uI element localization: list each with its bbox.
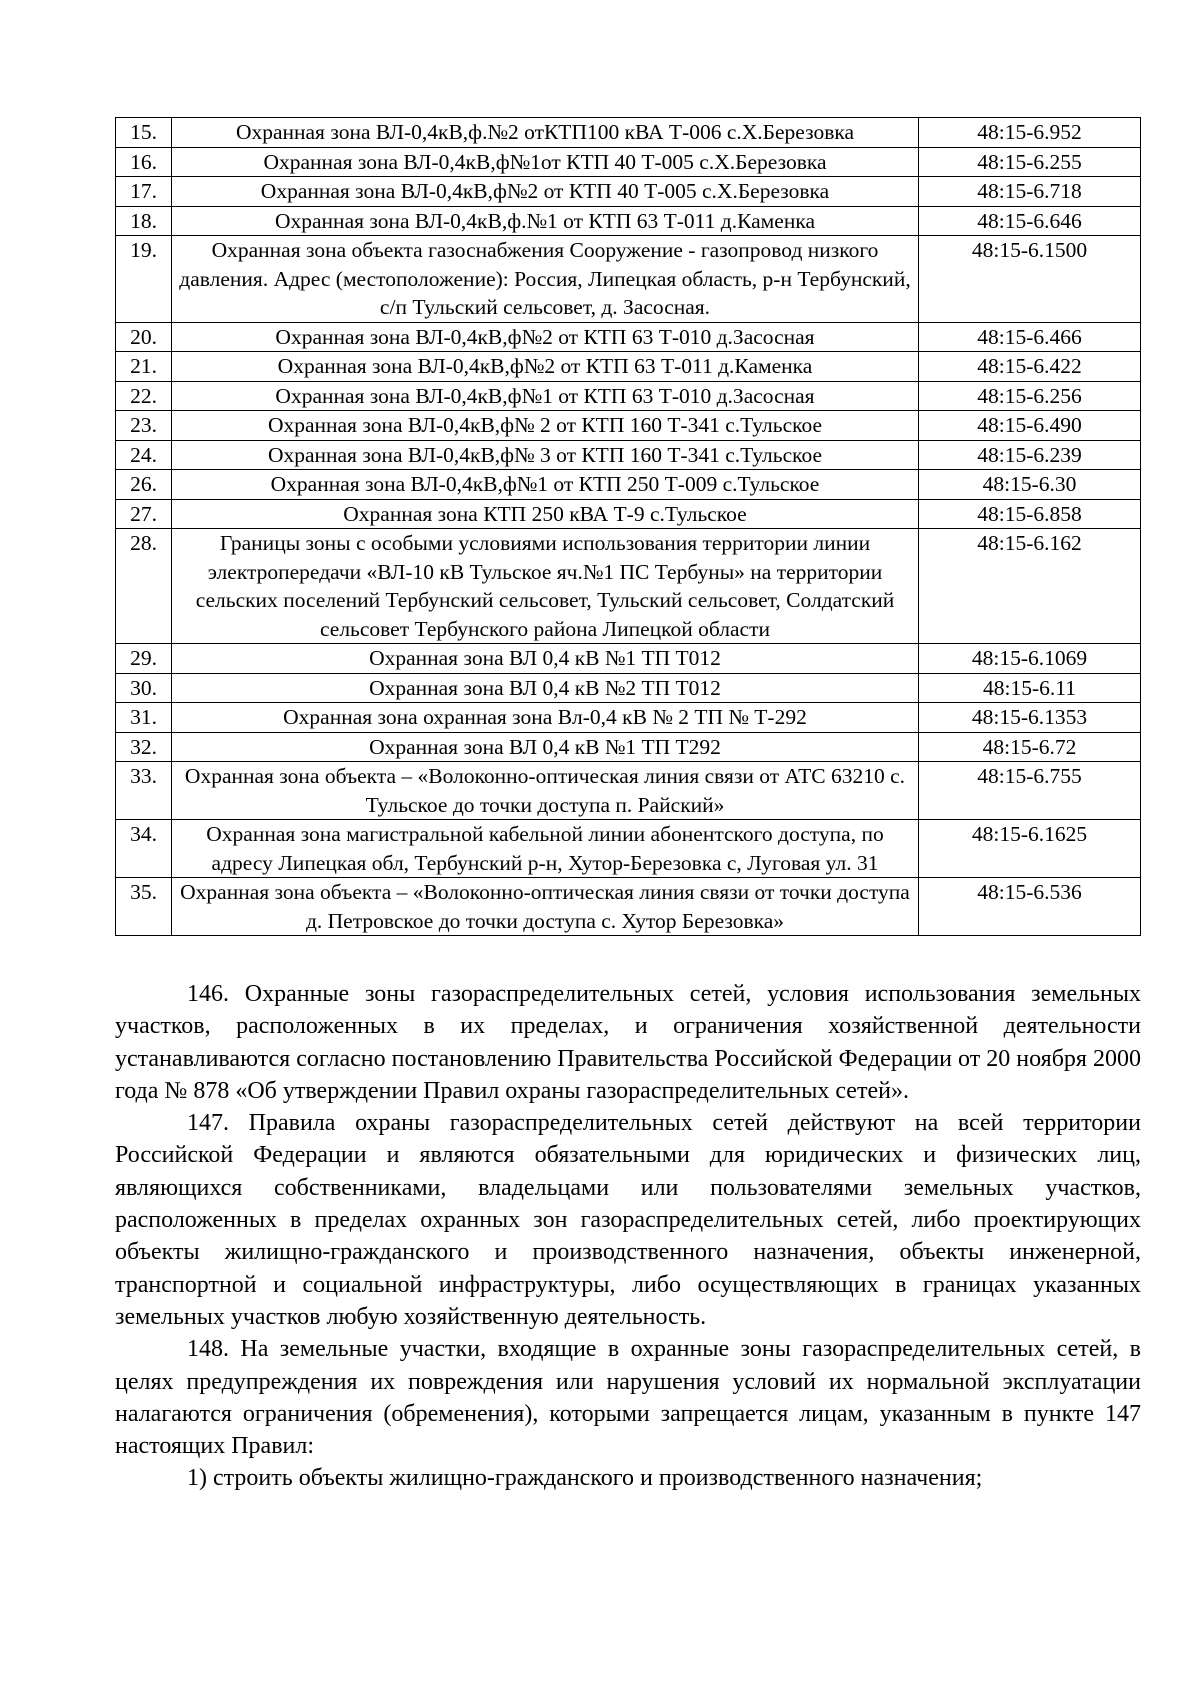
zone-name: Охранная зона ВЛ-0,4кВ,ф.№2 отКТП100 кВА Т-006 с.Х.Березовка	[172, 118, 919, 148]
row-number: 16.	[116, 147, 172, 177]
registry-number: 48:15-6.255	[919, 147, 1141, 177]
registry-number: 48:15-6.256	[919, 381, 1141, 411]
registry-number: 48:15-6.858	[919, 499, 1141, 529]
table-row	[116, 820, 1141, 878]
row-number: 30.	[116, 673, 172, 703]
zone-name: Охранная зона ВЛ 0,4 кВ №1 ТП Т292	[172, 732, 919, 762]
table-row	[116, 147, 1141, 177]
zone-name: Охранная зона ВЛ-0,4кВ,ф№2 от КТП 63 Т-010 д.Засосная	[172, 322, 919, 352]
row-number: 29.	[116, 644, 172, 674]
registry-number: 48:15-6.1625	[919, 820, 1141, 878]
table-row	[116, 732, 1141, 762]
table-row	[116, 206, 1141, 236]
table-row	[116, 177, 1141, 207]
registry-number: 48:15-6.952	[919, 118, 1141, 148]
row-number: 34.	[116, 820, 172, 878]
registry-number: 48:15-6.718	[919, 177, 1141, 207]
registry-number: 48:15-6.1069	[919, 644, 1141, 674]
protection-zones-table	[115, 117, 1141, 936]
zone-name: Охранная зона ВЛ-0,4кВ,ф.№1 от КТП 63 Т-011 д.Каменка	[172, 206, 919, 236]
registry-number: 48:15-6.1500	[919, 236, 1141, 323]
zone-name: Охранная зона ВЛ-0,4кВ,ф№2 от КТП 63 Т-011 д.Каменка	[172, 352, 919, 382]
zone-name: Охранная зона ВЛ-0,4кВ,ф№1 от КТП 250 Т-009 с.Тульское	[172, 470, 919, 500]
row-number: 21.	[116, 352, 172, 382]
paragraph-item-1: 1) строить объекты жилищно-гражданского и производственного назначения;	[187, 1465, 983, 1492]
table-row	[116, 673, 1141, 703]
table-row	[116, 703, 1141, 733]
zone-name: Охранная зона ВЛ 0,4 кВ №1 ТП Т012	[172, 644, 919, 674]
registry-number: 48:15-6.536	[919, 878, 1141, 936]
row-number: 22.	[116, 381, 172, 411]
zone-name: Охранная зона ВЛ-0,4кВ,ф№ 2 от КТП 160 Т-341 с.Тульское	[172, 411, 919, 441]
registry-number: 48:15-6.11	[919, 673, 1141, 703]
row-number: 17.	[116, 177, 172, 207]
row-number: 24.	[116, 440, 172, 470]
row-number: 28.	[116, 529, 172, 644]
table-row	[116, 322, 1141, 352]
zone-name: Охранная зона объекта – «Волоконно-оптическая линия связи от точки доступа д. Петровское до точки доступа с. Хутор Березовка»	[172, 878, 919, 936]
table-row	[116, 440, 1141, 470]
table-row	[116, 644, 1141, 674]
registry-number: 48:15-6.466	[919, 322, 1141, 352]
row-number: 19.	[116, 236, 172, 323]
zone-name: Охранная зона КТП 250 кВА Т-9 с.Тульское	[172, 499, 919, 529]
row-number: 20.	[116, 322, 172, 352]
table-row	[116, 118, 1141, 148]
table-row	[116, 529, 1141, 644]
zone-name: Охранная зона ВЛ-0,4кВ,ф№1 от КТП 63 Т-010 д.Засосная	[172, 381, 919, 411]
zone-name: Охранная зона ВЛ 0,4 кВ №2 ТП Т012	[172, 673, 919, 703]
paragraph-146: 146. Охранные зоны газораспределительных сетей, условия использования земельных участков, расположенных в их пределах, и ограничения хозяйственной деятельности устанавливаются согласно постановлению Правительства Российской Федерации от 20 ноября 2000 года № 878 «Об утверждении Правил охраны газораспределительных сетей».	[115, 981, 1141, 1104]
table-row	[116, 470, 1141, 500]
registry-number: 48:15-6.162	[919, 529, 1141, 644]
registry-number: 48:15-6.490	[919, 411, 1141, 441]
zone-name: Границы зоны с особыми условиями использования территории линии электропередачи «ВЛ-10 кВ Тульское яч.№1 ПС Тербуны» на территории сельских поселений Тербунский сельсовет, Тульский сельсовет, Солдатский сельсовет Тербунского района Липецкой области	[172, 529, 919, 644]
table-row	[116, 499, 1141, 529]
zone-name: Охранная зона охранная зона Вл-0,4 кВ № 2 ТП № Т-292	[172, 703, 919, 733]
registry-number: 48:15-6.1353	[919, 703, 1141, 733]
table-row	[116, 352, 1141, 382]
table-row	[116, 411, 1141, 441]
row-number: 26.	[116, 470, 172, 500]
registry-number: 48:15-6.30	[919, 470, 1141, 500]
zone-name: Охранная зона объекта газоснабжения Сооружение - газопровод низкого давления. Адрес (местоположение): Россия, Липецкая область, р-н Тербунский, с/п Тульский сельсовет, д. Засосная.	[172, 236, 919, 323]
row-number: 33.	[116, 762, 172, 820]
zone-name: Охранная зона магистральной кабельной линии абонентского доступа, по адресу Липецкая обл, Тербунский р-н, Хутор-Березовка с, Луговая ул. 31	[172, 820, 919, 878]
document-text	[115, 978, 1141, 1495]
zone-name: Охранная зона объекта – «Волоконно-оптическая линия связи от АТС 63210 с. Тульское до точки доступа п. Райский»	[172, 762, 919, 820]
table-row	[116, 878, 1141, 936]
table-row	[116, 236, 1141, 323]
row-number: 32.	[116, 732, 172, 762]
row-number: 31.	[116, 703, 172, 733]
table-body	[116, 118, 1141, 936]
zone-name: Охранная зона ВЛ-0,4кВ,ф№2 от КТП 40 Т-005 с.Х.Березовка	[172, 177, 919, 207]
row-number: 23.	[116, 411, 172, 441]
registry-number: 48:15-6.72	[919, 732, 1141, 762]
row-number: 27.	[116, 499, 172, 529]
registry-number: 48:15-6.755	[919, 762, 1141, 820]
registry-number: 48:15-6.422	[919, 352, 1141, 382]
registry-number: 48:15-6.646	[919, 206, 1141, 236]
table-row	[116, 762, 1141, 820]
registry-number: 48:15-6.239	[919, 440, 1141, 470]
zone-name: Охранная зона ВЛ-0,4кВ,ф№1от КТП 40 Т-005 с.Х.Березовка	[172, 147, 919, 177]
table-row	[116, 381, 1141, 411]
zone-name: Охранная зона ВЛ-0,4кВ,ф№ 3 от КТП 160 Т-341 с.Тульское	[172, 440, 919, 470]
row-number: 18.	[116, 206, 172, 236]
paragraph-147: 147. Правила охраны газораспределительных сетей действуют на всей территории Российской Федерации и являются обязательными для юридических и физических лиц, являющихся собственниками, владельцами или пользователями земельных участков, расположенных в пределах охранных зон газораспределительных сетей, либо проектирующих объекты жилищно-гражданского и производственного назначения, объекты инженерной, транспортной и социальной инфраструктуры, либо осуществляющих в границах указанных земельных участков любую хозяйственную деятельность.	[115, 1110, 1141, 1330]
paragraph-148: 148. На земельные участки, входящие в охранные зоны газораспределительных сетей, в целях предупреждения их повреждения или нарушения условий их нормальной эксплуатации налагаются ограничения (обременения), которыми запрещается лицам, указанным в пункте 147 настоящих Правил:	[115, 1336, 1141, 1460]
row-number: 35.	[116, 878, 172, 936]
row-number: 15.	[116, 118, 172, 148]
